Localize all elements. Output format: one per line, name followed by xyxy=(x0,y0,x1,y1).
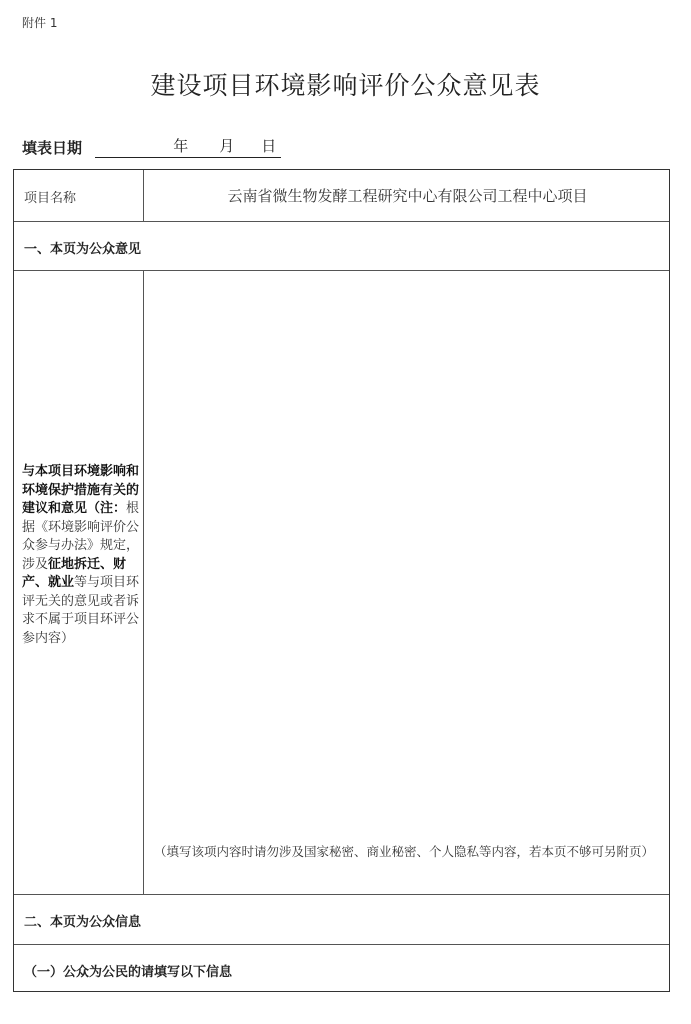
project-name-value: 云南省微生物发酵工程研究中心有限公司工程中心项目 xyxy=(227,187,588,205)
opinion-label-text-1: 根据《环境影响评价公众参与办法》规定，涉及 xyxy=(22,501,140,572)
section-2-header: 二、本页为公众信息 xyxy=(24,915,142,930)
form-title: 建设项目环境影响评价公众意见表 xyxy=(150,71,541,100)
subsection-1-header: （一）公众为公民的请填写以下信息 xyxy=(24,965,233,980)
opinion-form-table xyxy=(13,169,670,992)
annex-label: 附件 1 xyxy=(22,16,58,30)
row-divider xyxy=(14,944,669,945)
fill-date-label: 填表日期 xyxy=(22,139,83,157)
fill-note: （填写该项内容时请勿涉及国家秘密、商业秘密、个人隐私等内容，若本页不够可另附页） xyxy=(154,844,655,859)
project-name-label: 项目名称 xyxy=(24,191,77,206)
fill-date-row xyxy=(22,137,281,159)
month-unit: 月 xyxy=(219,137,235,155)
opinion-label-text-2: 等与项目环评无关的意见或者诉求不属于项目环评公参内容） xyxy=(22,575,140,646)
opinion-input-area[interactable] xyxy=(144,271,671,894)
section-1-header: 一、本页为公众意见 xyxy=(24,242,142,257)
row-divider xyxy=(14,894,669,895)
fill-date-field[interactable] xyxy=(95,137,281,158)
opinion-label-bold-1: 与本项目环境影响和环境保护措施有关的建议和意见（注： xyxy=(22,464,140,516)
opinion-label-bold-2: 征地拆迁、财产、就业 xyxy=(22,556,127,590)
year-unit: 年 xyxy=(173,137,189,155)
day-unit: 日 xyxy=(261,137,277,155)
opinion-label xyxy=(22,463,140,648)
row-divider xyxy=(14,221,669,222)
